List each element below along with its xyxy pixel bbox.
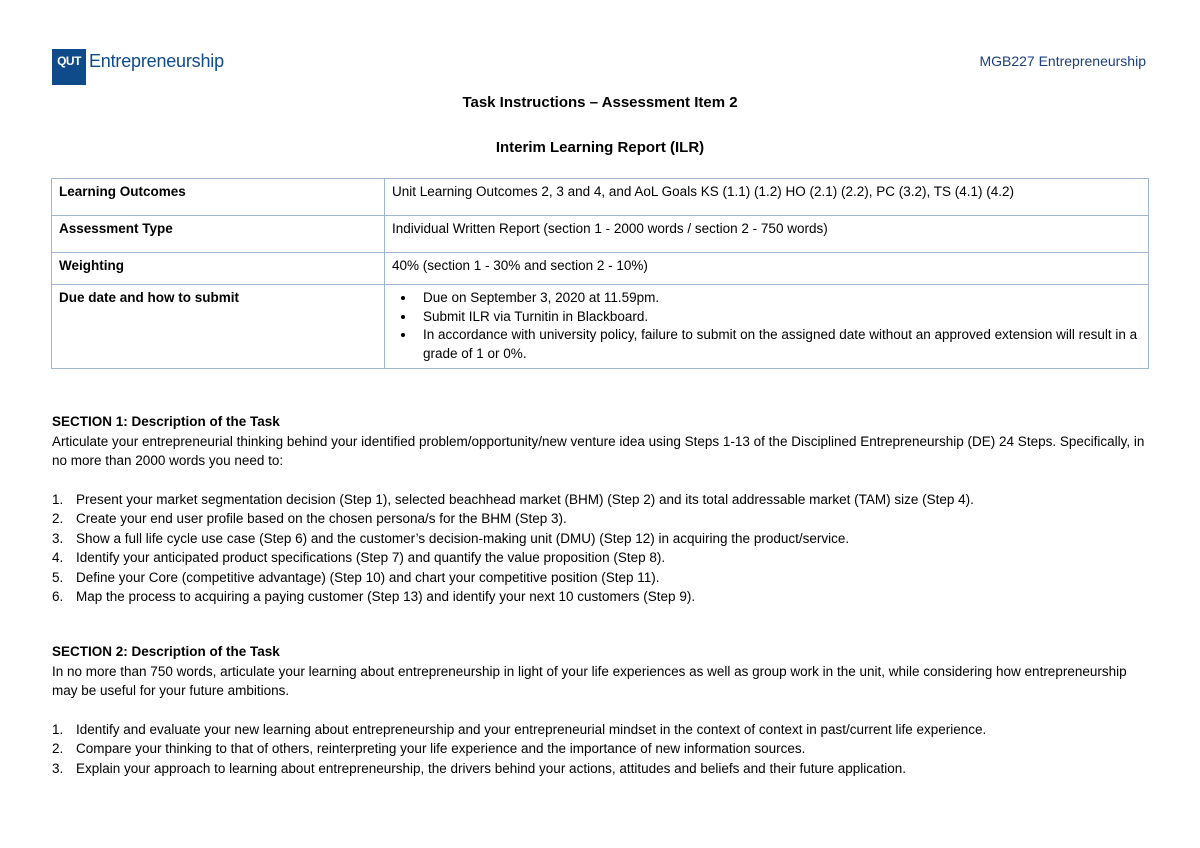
list-item [52, 759, 1152, 779]
list-number: 1. [52, 491, 64, 507]
section-2 [52, 642, 1152, 778]
list-number: 5. [52, 569, 64, 585]
due-date-bullet-list [392, 289, 1141, 363]
list-item [52, 587, 1152, 607]
list-text: Explain your approach to learning about entrepreneurship, the drivers behind your actions, attitudes and beliefs and their future application. [76, 760, 907, 776]
section-1-list [52, 490, 1152, 607]
qut-entrepreneurship-logo [52, 49, 224, 85]
logo-wordmark: Entrepreneurship [89, 51, 224, 71]
bullet-item: • Due on September 3, 2020 at 11.59pm. [416, 289, 1141, 308]
row-value: Individual Written Report (section 1 - 2000 words / section 2 - 750 words) [385, 216, 1149, 253]
list-number: 3. [52, 530, 64, 546]
row-key: Assessment Type [52, 216, 385, 253]
section-1-heading: SECTION 1: Description of the Task [52, 414, 280, 429]
list-item [52, 490, 1152, 510]
list-number: 6. [52, 589, 64, 604]
task-title: Task Instructions – Assessment Item 2 [462, 94, 738, 111]
list-item [52, 568, 1152, 588]
row-key: Due date and how to submit [52, 285, 385, 369]
list-number: 1. [52, 721, 64, 737]
bullet-item: • Submit ILR via Turnitin in Blackboard. [416, 308, 1141, 327]
list-text: Show a full life cycle use case (Step 6) and the customer’s decision-making unit (DMU) (Step 12) in acquiring the product/service. [76, 530, 850, 546]
table-row [52, 253, 1149, 285]
assessment-info-table [51, 178, 1149, 369]
list-item [52, 509, 1152, 529]
list-text: Compare your thinking to that of others, reinterpreting your life experience and the importance of new information sources. [76, 741, 806, 756]
list-item [52, 739, 1152, 759]
list-text: Identify your anticipated product specifications (Step 7) and quantify the value proposition (Step 8). [76, 550, 666, 565]
row-value: Unit Learning Outcomes 2, 3 and 4, and AoL Goals KS (1.1) (1.2) HO (2.1) (2.2), PC (3.2), TS (4.1) (4.2) [385, 179, 1149, 216]
section-2-heading: SECTION 2: Description of the Task [52, 644, 280, 659]
list-text: Define your Core (competitive advantage) (Step 10) and chart your competitive position (Step 11). [76, 569, 660, 585]
table-row [52, 179, 1149, 216]
list-number: 2. [52, 511, 64, 526]
row-key: Learning Outcomes [52, 179, 385, 216]
list-number: 4. [52, 550, 64, 565]
section-1 [52, 412, 1152, 607]
bullet-item: • In accordance with university policy, failure to submit on the assigned date without an approved extension will result in a grade of 1 or 0%. [416, 326, 1141, 363]
list-item [52, 548, 1152, 568]
qut-logo-mark: QUT [52, 49, 86, 85]
list-text: Identify and evaluate your new learning about entrepreneurship and your entrepreneurial mindset in the context of context in past/current life experience. [76, 721, 987, 737]
unit-code: MGB227 Entrepreneurship [979, 53, 1146, 69]
list-item [52, 529, 1152, 549]
list-number: 2. [52, 741, 64, 756]
report-title: Interim Learning Report (ILR) [495, 139, 705, 156]
list-text: Create your end user profile based on the chosen persona/s for the BHM (Step 3). [76, 511, 567, 526]
row-value [385, 285, 1149, 369]
section-2-list [52, 720, 1152, 779]
list-text: Map the process to acquiring a paying customer (Step 13) and identify your next 10 customers (Step 9). [76, 589, 696, 604]
list-item [52, 720, 1152, 740]
row-key: Weighting [52, 253, 385, 285]
table-row [52, 285, 1149, 369]
table-row [52, 216, 1149, 253]
section-2-intro: In no more than 750 words, articulate your learning about entrepreneurship in light of your life experiences as well as group work in the unit, while considering how entrepreneurship may be useful for your future ambitions. [52, 663, 1127, 698]
list-text: Present your market segmentation decision (Step 1), selected beachhead market (BHM) (Step 2) and its total addressable market (TAM) size (Step 4). [76, 491, 974, 507]
section-1-intro: Articulate your entrepreneurial thinking behind your identified problem/opportunity/new venture idea using Steps 1-13 of the Disciplined Entrepreneurship (DE) 24 Steps. Specifically, in no more than 2000 words you need to: [52, 433, 1145, 468]
row-value: 40% (section 1 - 30% and section 2 - 10%) [385, 253, 1149, 285]
list-number: 3. [52, 760, 64, 776]
